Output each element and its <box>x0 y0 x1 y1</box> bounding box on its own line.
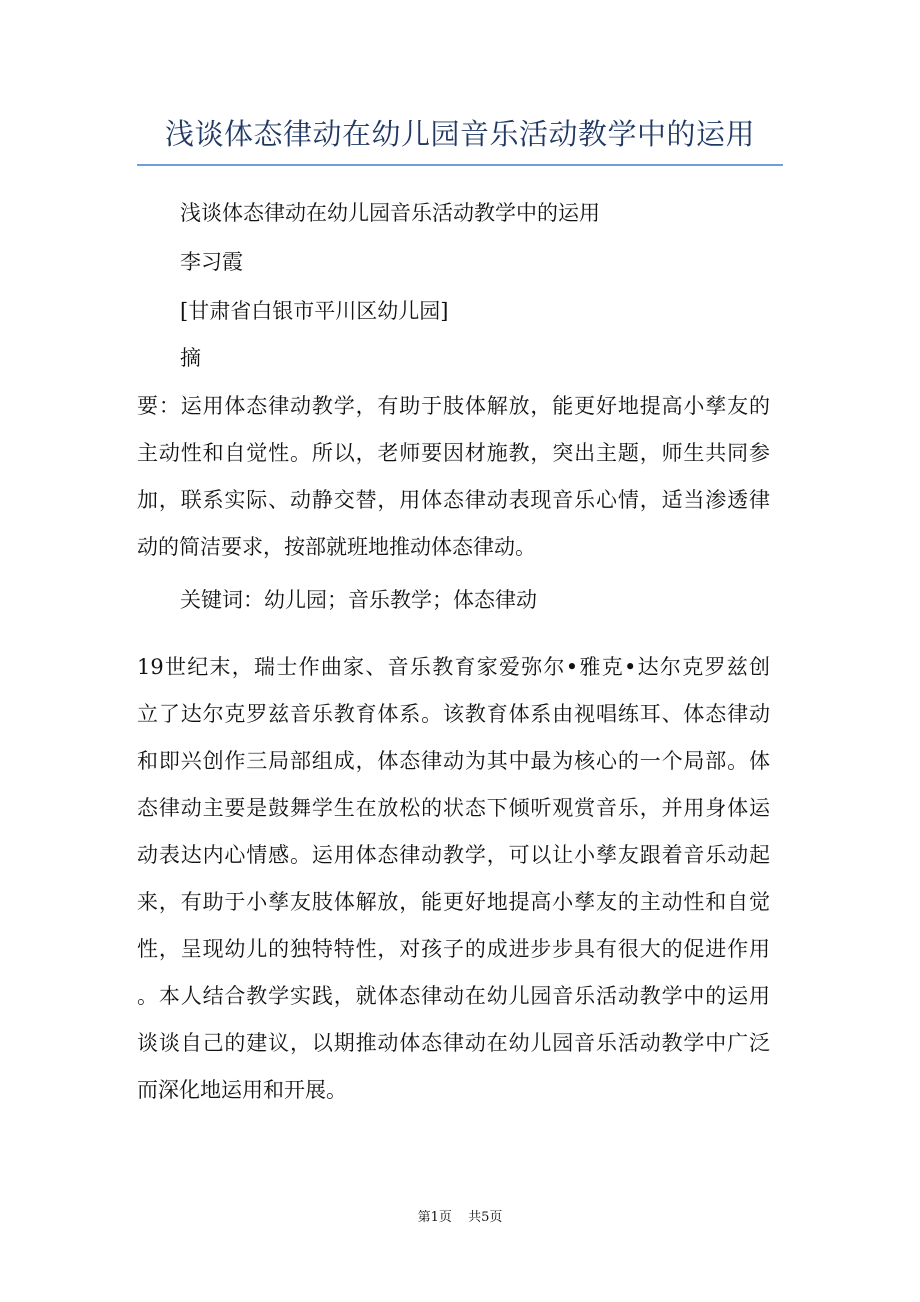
page-number: 第1页 <box>417 1210 452 1225</box>
subtitle: 浅谈体态律动在幼儿园音乐活动教学中的运用 <box>180 201 600 225</box>
body-line: 谈谈自己的建议，以期推动体态律动在幼儿园音乐活动教学中广泛 <box>137 1031 770 1055</box>
body-line: 立了达尔克罗兹音乐教育体系。该教育体系由视唱练耳、体态律动 <box>137 702 770 726</box>
affiliation: [甘肃省白银市平川区幼儿园] <box>180 299 449 323</box>
author: 李习霞 <box>180 250 243 274</box>
page-total: 共5页 <box>468 1210 503 1225</box>
title-divider <box>137 164 783 166</box>
body-line: 态律动主要是鼓舞学生在放松的状态下倾听观赏音乐，并用身体运 <box>137 796 770 820</box>
abstract-label: 摘 <box>180 346 201 370</box>
abstract-line: 加，联系实际、动静交替，用体态律动表现音乐心情，适当渗透律 <box>137 488 770 512</box>
body-line: 19世纪末，瑞士作曲家、音乐教育家爱弥尔•雅克•达尔克罗兹创 <box>137 655 770 679</box>
body-line: 来，有助于小孳友肢体解放，能更好地提高小孳友的主动性和自觉 <box>137 890 770 914</box>
body-line: 动表达内心情感。运用体态律动教学，可以让小孳友跟着音乐动起 <box>137 843 770 867</box>
keywords: 关键词：幼儿园；音乐教学；体态律动 <box>180 588 537 612</box>
document-title: 浅谈体态律动在幼儿园音乐活动教学中的运用 <box>164 117 755 151</box>
abstract-line: 动的简洁要求，按部就班地推动体态律动。 <box>137 535 536 559</box>
abstract-line: 要：运用体态律动教学，有助于肢体解放，能更好地提高小孳友的 <box>137 394 770 418</box>
body-line: 。本人结合教学实践，就体态律动在幼儿园音乐活动教学中的运用 <box>137 984 770 1008</box>
body-line: 性，呈现幼儿的独特特性，对孩子的成进步步具有很大的促进作用 <box>137 937 770 961</box>
body-line: 和即兴创作三局部组成，体态律动为其中最为核心的一个局部。体 <box>137 749 770 773</box>
abstract-line: 主动性和自觉性。所以，老师要因材施教，突出主题，师生共同参 <box>137 441 770 465</box>
page-footer <box>0 1206 920 1225</box>
body-line: 而深化地运用和开展。 <box>137 1078 347 1102</box>
